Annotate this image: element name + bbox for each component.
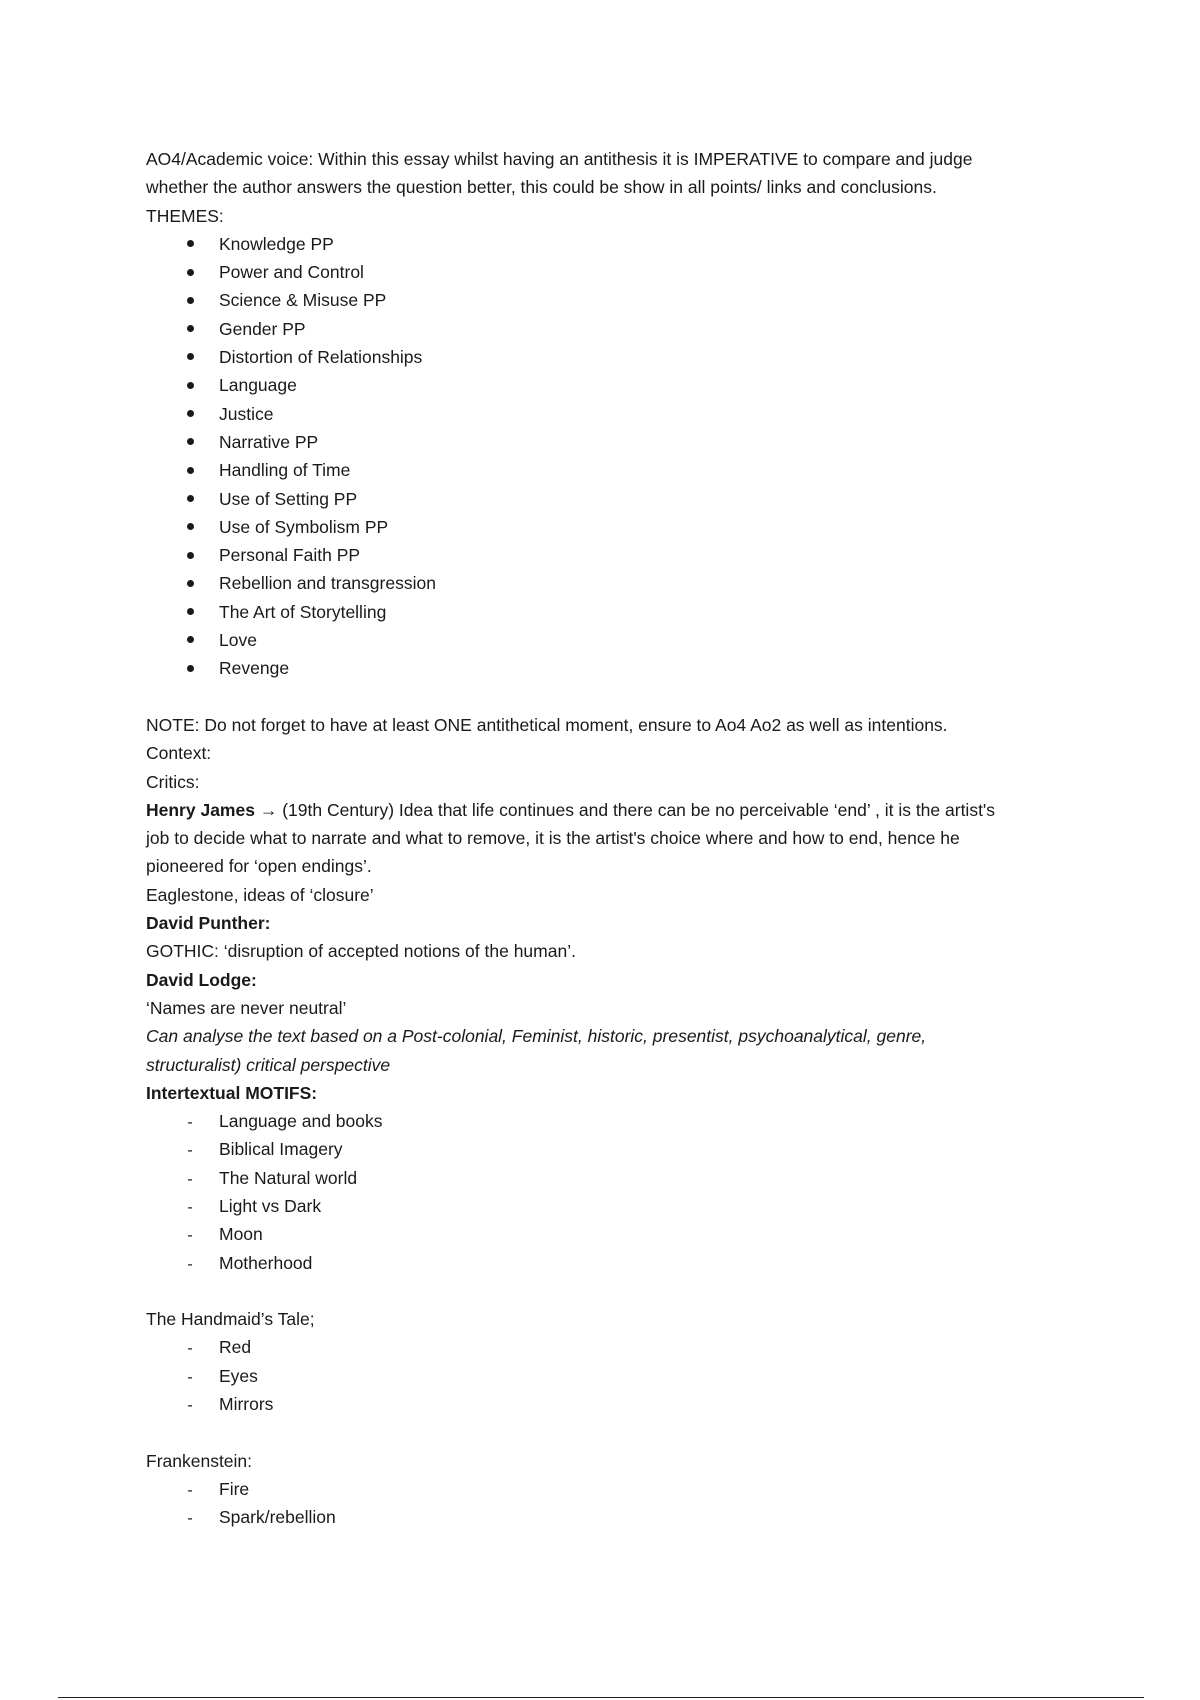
dash-icon bbox=[183, 1135, 197, 1165]
spacer bbox=[146, 1277, 1046, 1305]
dash-icon bbox=[183, 1362, 197, 1392]
list-item: Revenge bbox=[146, 654, 1046, 682]
bullet-icon bbox=[183, 230, 197, 258]
list-item: Power and Control bbox=[146, 258, 1046, 286]
handmaids-list bbox=[146, 1333, 1046, 1418]
bullet-icon bbox=[183, 286, 197, 314]
bullet-icon bbox=[183, 541, 197, 569]
critic-name: Henry James bbox=[146, 799, 255, 820]
lodge-quote: ‘Names are never neutral’ bbox=[146, 997, 347, 1018]
themes-heading: THEMES: bbox=[146, 205, 224, 226]
bullet-icon bbox=[183, 598, 197, 626]
list-item: Science & Misuse PP bbox=[146, 286, 1046, 314]
list-item: Gender PP bbox=[146, 315, 1046, 343]
list-item: - Moon bbox=[146, 1220, 1046, 1248]
dash-icon bbox=[183, 1164, 197, 1194]
list-item: - Biblical Imagery bbox=[146, 1135, 1046, 1163]
dash-icon bbox=[183, 1249, 197, 1279]
dash-icon bbox=[183, 1192, 197, 1222]
bullet-icon bbox=[183, 626, 197, 654]
list-item: Knowledge PP bbox=[146, 230, 1046, 258]
dash-icon bbox=[183, 1333, 197, 1363]
henry-james-line-2: job to decide what to narrate and what to remove, it is the artist's choice where and how to end, hence he bbox=[146, 828, 960, 849]
document-page bbox=[146, 145, 1046, 1532]
bullet-icon bbox=[183, 343, 197, 371]
list-item: - Language and books bbox=[146, 1107, 1046, 1135]
list-item: Use of Setting PP bbox=[146, 485, 1046, 513]
motifs-heading: Intertextual MOTIFS: bbox=[146, 1082, 318, 1103]
list-item: Narrative PP bbox=[146, 428, 1046, 456]
frankenstein-heading: Frankenstein: bbox=[146, 1450, 253, 1471]
punther-quote: GOTHIC: ‘disruption of accepted notions of the human’. bbox=[146, 941, 576, 962]
critics-label: Critics: bbox=[146, 771, 200, 792]
list-item: Love bbox=[146, 626, 1046, 654]
list-item: Distortion of Relationships bbox=[146, 343, 1046, 371]
list-item: Justice bbox=[146, 400, 1046, 428]
dash-icon bbox=[183, 1107, 197, 1137]
list-item: - Red bbox=[146, 1333, 1046, 1361]
intro-line-1: AO4/Academic voice: Within this essay whilst having an antithesis it is IMPERATIVE to compare and judge bbox=[146, 149, 973, 169]
list-item: - Eyes bbox=[146, 1362, 1046, 1390]
footer-rule bbox=[58, 1697, 1144, 1698]
list-item: Language bbox=[146, 371, 1046, 399]
bullet-icon bbox=[183, 513, 197, 541]
context-label: Context: bbox=[146, 743, 212, 764]
list-item: Personal Faith PP bbox=[146, 541, 1046, 569]
henry-james-line-1: Henry James → (19th Century) Idea that life continues and there can be no perceivable ‘end’ , it is the artist's bbox=[146, 799, 996, 820]
dash-icon bbox=[183, 1220, 197, 1250]
list-item: - Motherhood bbox=[146, 1249, 1046, 1277]
henry-james-line-3: pioneered for ‘open endings’. bbox=[146, 856, 372, 877]
bullet-icon bbox=[183, 654, 197, 682]
bullet-icon bbox=[183, 428, 197, 456]
critic-name-punther: David Punther: bbox=[146, 913, 271, 934]
list-item: - Light vs Dark bbox=[146, 1192, 1046, 1220]
dash-icon bbox=[183, 1503, 197, 1533]
motifs-list bbox=[146, 1107, 1046, 1277]
dash-icon bbox=[183, 1390, 197, 1420]
list-item: - Fire bbox=[146, 1475, 1046, 1503]
bullet-icon bbox=[183, 400, 197, 428]
spacer bbox=[146, 683, 1046, 711]
list-item: - The Natural world bbox=[146, 1164, 1046, 1192]
bullet-icon bbox=[183, 485, 197, 513]
handmaids-heading: The Handmaid’s Tale; bbox=[146, 1309, 315, 1330]
perspective-line-1: Can analyse the text based on a Post-colonial, Feminist, historic, presentist, psychoanalytical, genre, bbox=[146, 1026, 927, 1047]
critic-name-lodge: David Lodge: bbox=[146, 969, 257, 990]
list-item: Use of Symbolism PP bbox=[146, 513, 1046, 541]
bullet-icon bbox=[183, 371, 197, 399]
list-item: Rebellion and transgression bbox=[146, 569, 1046, 597]
bullet-icon bbox=[183, 569, 197, 597]
perspective-line-2: structuralist) critical perspective bbox=[146, 1054, 391, 1075]
spacer bbox=[146, 1418, 1046, 1446]
list-item: Handling of Time bbox=[146, 456, 1046, 484]
themes-list bbox=[146, 230, 1046, 683]
list-item: - Spark/rebellion bbox=[146, 1503, 1046, 1531]
intro-line-2: whether the author answers the question better, this could be show in all points/ links and conclusions. bbox=[146, 177, 937, 198]
list-item: - Mirrors bbox=[146, 1390, 1046, 1418]
dash-icon bbox=[183, 1475, 197, 1505]
bullet-icon bbox=[183, 258, 197, 286]
bullet-icon bbox=[183, 456, 197, 484]
eaglestone-text: Eaglestone, ideas of ‘closure’ bbox=[146, 884, 374, 905]
list-item: The Art of Storytelling bbox=[146, 598, 1046, 626]
bullet-icon bbox=[183, 315, 197, 343]
frankenstein-list bbox=[146, 1475, 1046, 1532]
note-text: NOTE: Do not forget to have at least ONE antithetical moment, ensure to Ao4 Ao2 as well as intentions. bbox=[146, 714, 948, 735]
